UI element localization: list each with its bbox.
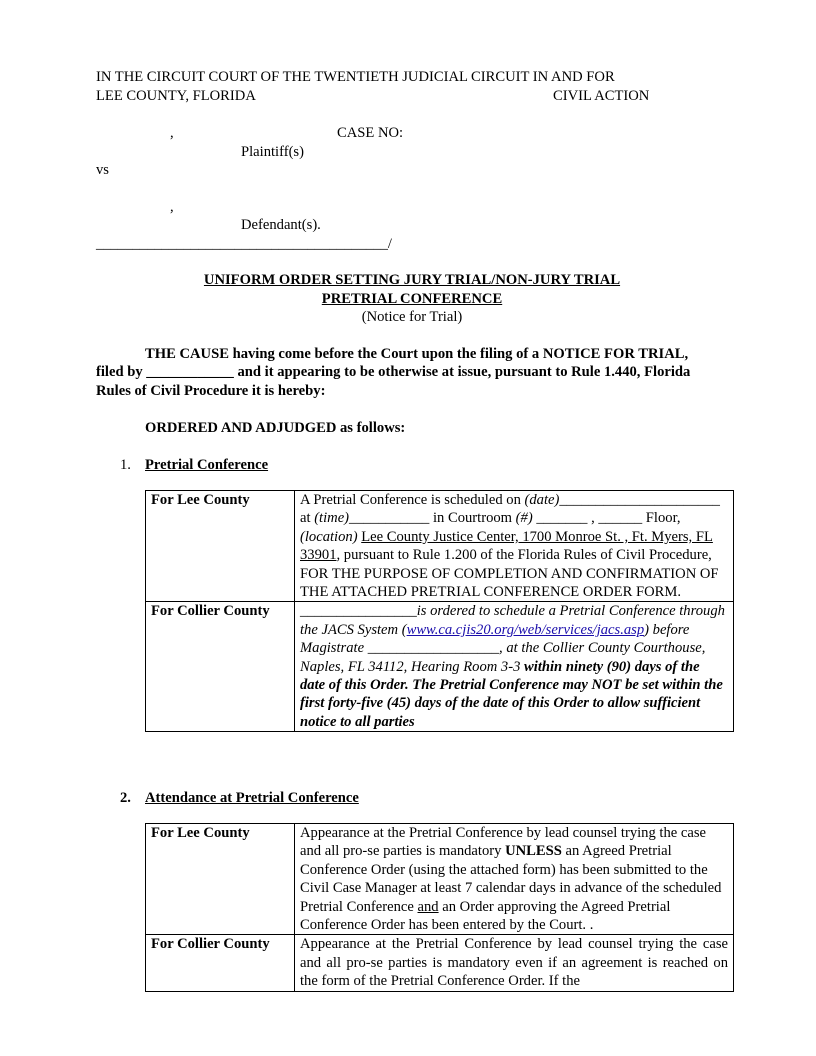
table-row-lee xyxy=(146,824,734,935)
court-caption-line1: IN THE CIRCUIT COURT OF THE TWENTIETH JUDICIAL CIRCUIT IN AND FOR xyxy=(96,69,615,85)
plaintiff-name-comma: , xyxy=(170,125,174,141)
lee-attendance-text-1: Appearance at the Pretrial Conference by lead counsel trying the case and all pro-se parties is mandatory xyxy=(300,825,707,860)
lee-county-attendance-text xyxy=(295,824,734,935)
jacs-link[interactable]: www.ca.cjis20.org/web/services/jacs.asp xyxy=(406,621,645,638)
table-row-collier xyxy=(146,935,734,991)
lee-county-label: For Lee County xyxy=(146,491,295,602)
intro-text: having come before the Court upon the filing of a NOTICE FOR TRIAL, filed by ____________ and it appearing to be otherwise at issue, pursuant to Rule 1.440, Florida Rules of Civil Procedure it is hereby: xyxy=(96,346,691,399)
time-label: (time) xyxy=(314,510,350,527)
order-subtitle: PRETRIAL CONFERENCE xyxy=(321,291,503,307)
pretrial-conference-table xyxy=(145,490,734,732)
location-label: (location) xyxy=(300,528,358,545)
collier-county-label: For Collier County xyxy=(146,935,295,991)
collier-county-pretrial-text xyxy=(295,602,734,732)
court-caption-county: LEE COUNTY, FLORIDA xyxy=(96,88,256,104)
courtroom-number-label: (#) xyxy=(515,510,533,527)
ordered-adjudged-rest: as follows: xyxy=(336,420,406,436)
lee-attendance-text-3: an Order approving the Agreed Pretrial Conference Order has been entered by the Court. . xyxy=(300,898,671,934)
defendant-label: Defendant(s). xyxy=(241,217,321,233)
lee-county-pretrial-text xyxy=(295,491,734,602)
ordered-adjudged-lead: ORDERED AND ADJUDGED xyxy=(145,420,337,436)
lee-text-6: , pursuant to Rule 1.200 of the Florida Rules of Civil Procedure, FOR THE PURPOSE OF COMPLETION AND CONFIRMATION OF THE ATTACHED PRETRIAL CONFERENCE ORDER FORM. xyxy=(300,547,719,601)
collier-text-1: ________________is ordered to schedule a Pretrial Conference through the JACS System ( xyxy=(300,603,725,638)
collier-county-label: For Collier County xyxy=(146,602,295,732)
table-row-lee xyxy=(146,491,734,602)
intro-lead: THE CAUSE xyxy=(145,346,229,362)
lee-justice-center-address: Lee County Justice Center, 1700 Monroe St. , Ft. Myers, FL 33901 xyxy=(300,528,713,564)
collier-text-2: ) before Magistrate __________________, at the Collier County Courthouse, Naples, FL 34112, Hearing Room 3-3 xyxy=(300,621,706,675)
table-row-collier xyxy=(146,602,734,732)
collier-deadline-text: within ninety (90) days of the date of this Order. The Pretrial Conference may NOT be set within the first forty-five (45) days of the date of this Order to allow sufficient notice to all parties xyxy=(300,658,723,730)
ordered-adjudged-line xyxy=(145,419,405,437)
caption-rule-line: ________________________________________/ xyxy=(96,236,392,252)
lee-attendance-text-2: an Agreed Pretrial Conference Order (using the attached form) has been submitted to the Civil Case Manager at least 7 calendar days in advance of the scheduled Pretrial Conference xyxy=(300,843,722,915)
order-notice-label: (Notice for Trial) xyxy=(361,309,463,325)
lee-text-1: A Pretrial Conference is scheduled on xyxy=(300,492,525,508)
lee-text-4: _______ , ______ Floor, xyxy=(532,510,681,527)
attendance-table xyxy=(145,823,734,992)
section1-number: 1. xyxy=(120,457,131,473)
collier-county-attendance-text: Appearance at the Pretrial Conference by lead counsel trying the case and all pro-se parties is mandatory even if an agreement is reached on the form of the Pretrial Conference Order. If the xyxy=(295,935,734,991)
case-number-label: CASE NO: xyxy=(337,125,404,141)
section2-heading: Attendance at Pretrial Conference xyxy=(145,790,359,806)
date-label: (date) xyxy=(524,492,560,508)
section2-number: 2. xyxy=(120,790,131,806)
lee-text-3: ___________ in Courtroom xyxy=(349,510,516,527)
section1-heading: Pretrial Conference xyxy=(145,457,269,473)
lee-text-2: ______________________ at xyxy=(300,492,720,527)
order-title: UNIFORM ORDER SETTING JURY TRIAL/NON-JURY TRIAL xyxy=(203,272,621,288)
lee-county-label: For Lee County xyxy=(146,824,295,935)
intro-paragraph xyxy=(96,345,710,400)
civil-action-label: CIVIL ACTION xyxy=(553,88,650,104)
unless-emphasis: UNLESS xyxy=(505,843,562,860)
defendant-name-comma: , xyxy=(170,199,174,215)
and-emphasis: and xyxy=(417,898,439,915)
plaintiff-label: Plaintiff(s) xyxy=(241,144,304,160)
versus-label: vs xyxy=(96,162,109,178)
